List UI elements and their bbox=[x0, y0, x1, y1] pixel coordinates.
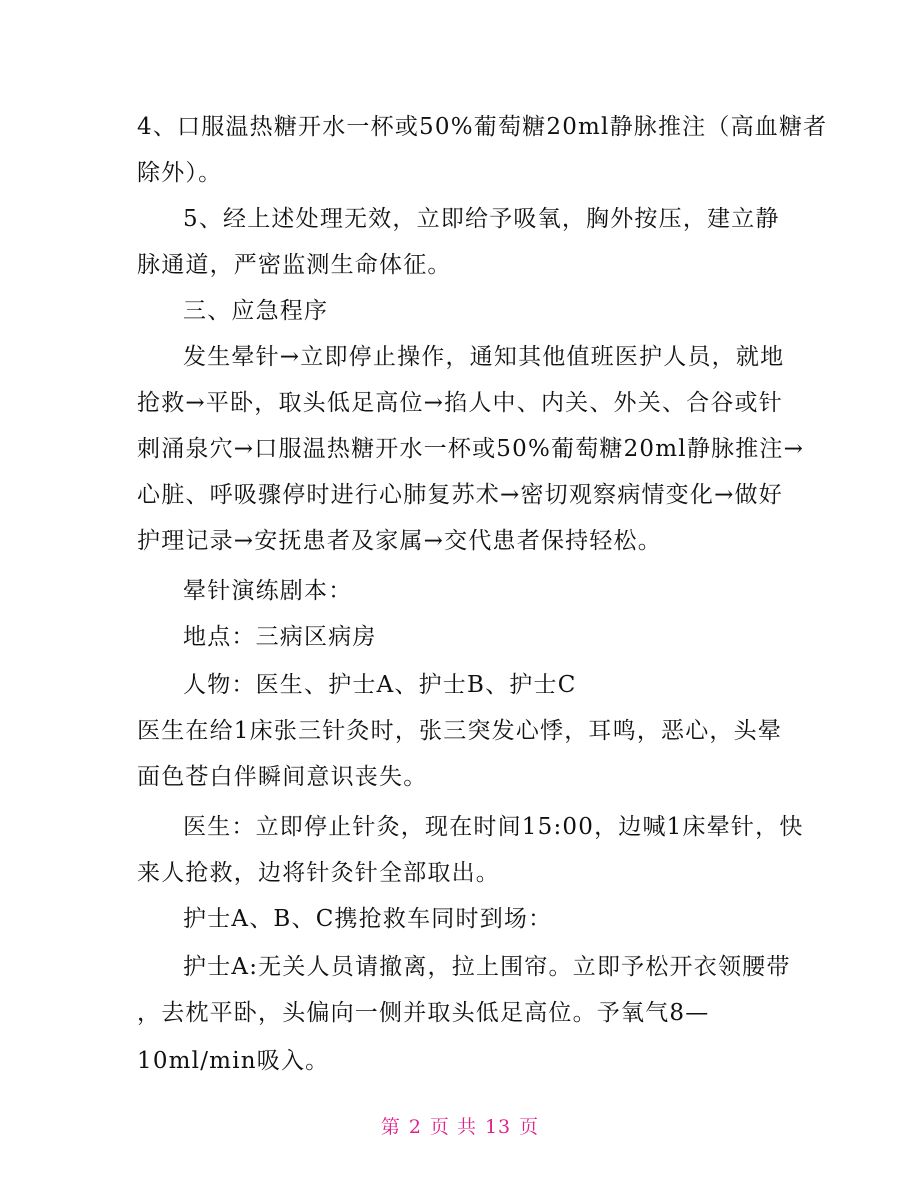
section-heading: 三、应急程序 bbox=[183, 298, 329, 324]
paragraph-line: 5、经上述处理无效，立即给予吸氧，胸外按压，建立静 bbox=[183, 206, 780, 232]
paragraph-line: 刺涌泉穴→口服温热糖开水一杯或50%葡萄糖20ml静脉推注→ bbox=[137, 436, 805, 462]
paragraph-line: 脉通道，严密监测生命体征。 bbox=[137, 252, 452, 278]
paragraph-line: 抢救→平卧，取头低足高位→掐人中、内关、外关、合谷或针 bbox=[137, 390, 783, 416]
paragraph-line: 除外）。 bbox=[137, 160, 223, 186]
paragraph-line: 来人抢救，边将针灸针全部取出。 bbox=[137, 860, 500, 886]
footer-page-number: 2 bbox=[408, 1116, 422, 1138]
paragraph-line: 面色苍白伴瞬间意识丧失。 bbox=[137, 764, 428, 790]
paragraph-line: 心脏、呼吸骤停时进行心肺复苏术→密切观察病情变化→做好 bbox=[137, 482, 783, 508]
location-line: 地点：三病区病房 bbox=[183, 624, 377, 650]
footer-middle: 页 共 bbox=[429, 1116, 477, 1138]
paragraph-line: 10ml/min吸入。 bbox=[137, 1048, 330, 1074]
paragraph-line: ，去枕平卧，头偏向一侧并取头低足高位。予氧气8— bbox=[137, 1000, 710, 1026]
paragraph-line: 护理记录→安抚患者及家属→交代患者保持轻松。 bbox=[137, 528, 662, 554]
script-heading: 晕针演练剧本： bbox=[183, 578, 353, 604]
characters-line: 人物：医生、护士A、护士B、护士C bbox=[183, 672, 577, 698]
paragraph-line: 医生在给1床张三针灸时，张三突发心悸，耳鸣，恶心，头晕 bbox=[137, 718, 783, 744]
paragraph-line: 4、口服温热糖开水一杯或50%葡萄糖20ml静脉推注（高血糖者 bbox=[137, 114, 828, 140]
paragraph-line: 护士A、B、C携抢救车同时到场： bbox=[183, 906, 553, 932]
paragraph-line: 护士A:无关人员请撤离，拉上围帘。立即予松开衣领腰带 bbox=[183, 954, 791, 980]
paragraph-line: 发生晕针→立即停止操作，通知其他值班医护人员，就地 bbox=[183, 344, 785, 370]
footer-total-pages: 13 bbox=[484, 1116, 512, 1138]
footer-suffix: 页 bbox=[519, 1116, 540, 1138]
footer-prefix: 第 bbox=[380, 1116, 401, 1138]
paragraph-line: 医生：立即停止针灸，现在时间15:00，边喊1床晕针，快 bbox=[183, 814, 804, 840]
page-footer bbox=[0, 1112, 920, 1139]
